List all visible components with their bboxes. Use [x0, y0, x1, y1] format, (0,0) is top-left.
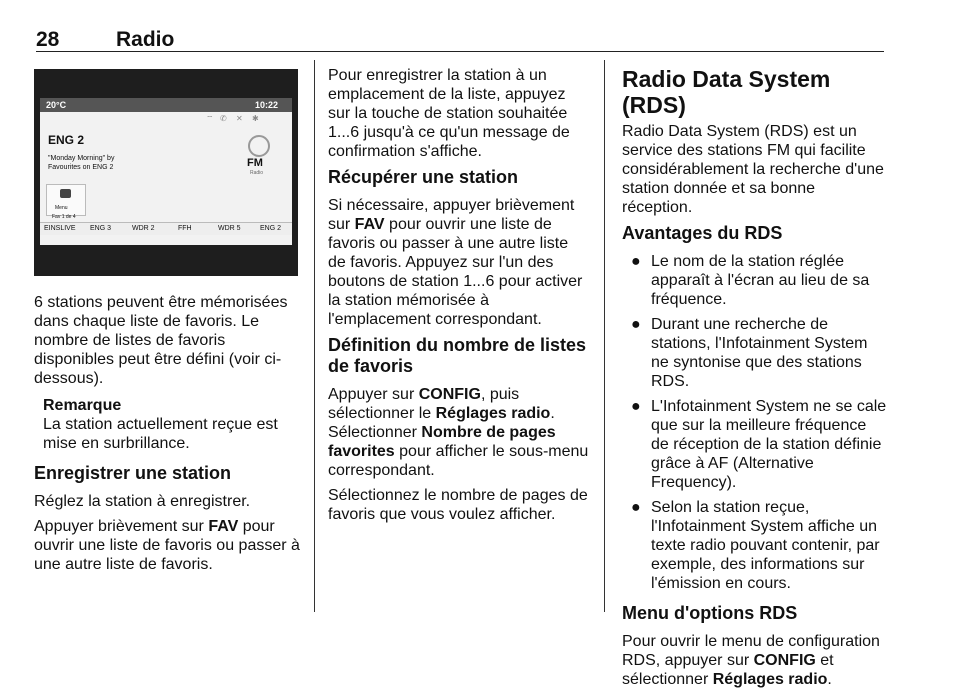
note-box: [43, 396, 300, 453]
fav-key: FAV: [208, 518, 239, 535]
preset-6[interactable]: ENG 2: [260, 225, 282, 232]
preset-1[interactable]: EINSLIVE: [44, 225, 76, 232]
list-item: ● Durant une recherche de stations, l'Infotainment System ne syntonise que des stations RDS.: [631, 316, 868, 390]
clock: 10:22: [255, 100, 279, 110]
list-item: ● Selon la station reçue, l'Infotainment System affiche un texte radio pouvant contenir, par exemple, des informations sur l'émission en cours.: [631, 499, 880, 592]
preset-3[interactable]: WDR 2: [132, 225, 155, 232]
mute-icon: ✕: [236, 114, 243, 123]
heading-advantages: Avantages du RDS: [622, 223, 783, 243]
heading-rds-menu: Menu d'options RDS: [622, 603, 798, 623]
column-3: [622, 66, 888, 695]
rds-paragraph: Radio Data System (RDS) est un service des stations FM qui facilite considérablement la recherche d'une station donnée et sa bonne réception.: [622, 123, 884, 216]
fav-pages-term: Nombre de pages favorites: [328, 424, 556, 460]
list-item: ● Le nom de la station réglée apparaît à l'écran au lieu de sa fréquence.: [631, 253, 870, 308]
header-rule: [36, 51, 884, 52]
radio-screen-illustration: [34, 69, 298, 276]
temperature: 20°C: [46, 100, 67, 110]
status-bar: [40, 98, 292, 112]
config-key: CONFIG: [418, 386, 481, 403]
radio-settings-term: Réglages radio: [712, 671, 828, 688]
intro-paragraph: 6 stations peuvent être mémorisées dans chaque liste de favoris. Le nombre de listes de favoris disponibles peut être défini (voir ci-dessous).: [34, 294, 288, 387]
column-2: [328, 66, 590, 530]
signal-icon: ⌔: [206, 114, 214, 123]
heading-recall-station: Récupérer une station: [328, 167, 519, 187]
preset-bar: [40, 222, 292, 235]
radiotext: "Monday Morning" by Favourites on ENG 2: [48, 155, 115, 171]
rds-menu-paragraph: Pour ouvrir le menu de configuration RDS, appuyer sur CONFIG et sélectionner Réglages radio.: [622, 633, 880, 688]
menu-icon: [60, 189, 71, 198]
infotainment-display: [40, 98, 292, 245]
station-name: ENG 2: [48, 133, 85, 147]
preset-4[interactable]: FFH: [178, 225, 192, 232]
column-1: [34, 293, 300, 580]
define-paragraph-2: Sélectionnez le nombre de pages de favoris que vous voulez afficher.: [328, 487, 588, 523]
band-label: FM: [247, 157, 263, 169]
radio-settings-term: Réglages radio: [435, 405, 551, 422]
note-title: Remarque: [43, 397, 122, 414]
recall-paragraph: Si nécessaire, appuyer brièvement sur FAV pour ouvrir une liste de favoris ou passer à une autre liste de favoris. Appuyez sur l'un des boutons de station 1...6 pour activer la station mémorisée à l'emplacement correspondant.: [328, 197, 583, 328]
phone-icon: ✆: [220, 114, 227, 123]
preset-5[interactable]: WDR 5: [218, 225, 241, 232]
config-key: CONFIG: [753, 652, 816, 669]
page-number: 28: [36, 28, 60, 51]
radio-wave-icon: [248, 135, 270, 157]
column-divider-2: [604, 60, 605, 612]
store-paragraph-1: Réglez la station à enregistrer.: [34, 493, 251, 510]
heading-define-lists: Définition du nombre de listes de favoris: [328, 335, 587, 376]
page-header: [0, 0, 960, 56]
bluetooth-icon: ✱: [252, 114, 259, 123]
store-confirm-paragraph: Pour enregistrer la station à un emplacement de la liste, appuyez sur la touche de station souhaitée 1...6 jusqu'à ce qu'un message de confirmation s'affiche.: [328, 67, 570, 160]
band-sub-label: Radio: [250, 170, 264, 176]
advantages-list: [622, 252, 888, 593]
define-paragraph: Appuyer sur CONFIG, puis sélectionner le Réglages radio. Sélectionner Nombre de pages favorites pour afficher le sous-menu correspondant.: [328, 386, 589, 479]
heading-rds: Radio Data System (RDS): [622, 66, 831, 118]
fav-key: FAV: [354, 216, 385, 233]
heading-store-station: Enregistrer une station: [34, 463, 232, 483]
section-title: Radio: [116, 28, 175, 51]
list-item: ● L'Infotainment System ne se cale que sur la meilleure fréquence de réception de la station définie grâce à AF (Alternative Frequency).: [631, 398, 887, 491]
menu-button[interactable]: Menu: [46, 184, 86, 216]
note-text: La station actuellement reçue est mise en surbrillance.: [43, 416, 278, 452]
favourite-page-indicator: Fav 1 de 4: [52, 214, 76, 220]
store-paragraph-2: Appuyer brièvement sur FAV pour ouvrir une liste de favoris ou passer à une autre liste de favoris.: [34, 518, 300, 573]
column-divider-1: [314, 60, 315, 612]
preset-2[interactable]: ENG 3: [90, 225, 112, 232]
